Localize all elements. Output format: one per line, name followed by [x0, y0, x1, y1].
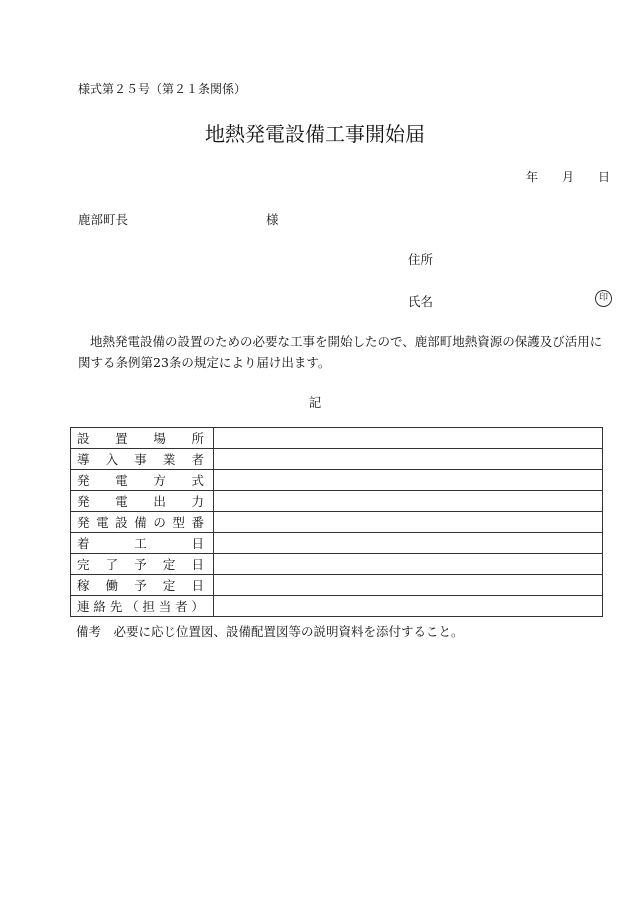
details-table [70, 427, 603, 617]
applicant-name-label: 氏名 [408, 294, 434, 309]
row-label-cell [71, 491, 214, 512]
applicant-address-label: 住所 [408, 252, 434, 267]
table-row [71, 470, 603, 491]
date-line [526, 168, 610, 185]
row-value-field[interactable] [214, 512, 603, 533]
date-year-label: 年 [526, 170, 539, 184]
table-row [71, 449, 603, 470]
row-label-cell [71, 575, 214, 596]
table-row [71, 554, 603, 575]
row-label-cell [71, 470, 214, 491]
form-number: 様式第２５号（第２１条関係） [78, 82, 247, 96]
row-label-cell [71, 596, 214, 617]
document-title: 地熱発電設備工事開始届 [205, 122, 425, 146]
row-value-field[interactable] [214, 470, 603, 491]
row-value-field[interactable] [214, 428, 603, 449]
table-row [71, 596, 603, 617]
row-label: 稼 働 予 定 日 [77, 578, 204, 593]
row-label: 導 入 事 業 者 [77, 452, 204, 467]
row-value-field[interactable] [214, 575, 603, 596]
row-label: 着 工 日 [77, 536, 204, 551]
row-value-field[interactable] [214, 491, 603, 512]
row-label: 発 電 方 式 [77, 473, 204, 488]
row-value-field[interactable] [214, 596, 603, 617]
row-value-field[interactable] [214, 554, 603, 575]
addressee-honorific: 様 [266, 212, 279, 227]
row-label-cell [71, 449, 214, 470]
row-value-field[interactable] [214, 449, 603, 470]
remarks-note: 備考 必要に応じ位置図、設備配置図等の説明資料を添付すること。 [76, 624, 464, 639]
table-row [71, 533, 603, 554]
row-label: 発 電 出 力 [77, 494, 204, 509]
row-label: 完 了 予 定 日 [77, 557, 204, 572]
seal-mark: 印 [595, 290, 612, 307]
table-row [71, 428, 603, 449]
row-label-cell [71, 428, 214, 449]
addressee-name: 鹿部町長 [78, 212, 129, 227]
row-label-cell [71, 554, 214, 575]
row-label: 発 電 設 備 の 型 番 [77, 515, 204, 530]
table-row [71, 512, 603, 533]
date-month-label: 月 [561, 170, 574, 184]
row-value-field[interactable] [214, 533, 603, 554]
row-label-cell [71, 512, 214, 533]
row-label: 設 置 場 所 [77, 431, 204, 446]
body-paragraph: 地熱発電設備の設置のための必要な工事を開始したので、鹿部町地熱資源の保護及び活用に関する条例第23条の規定により届け出ます。 [78, 334, 603, 370]
row-label-cell [71, 533, 214, 554]
ki-heading: 記 [308, 395, 322, 410]
table-row [71, 491, 603, 512]
table-row [71, 575, 603, 596]
date-day-label: 日 [597, 170, 610, 184]
row-label: 連 絡 先 （ 担 当 者 ） [77, 599, 204, 614]
